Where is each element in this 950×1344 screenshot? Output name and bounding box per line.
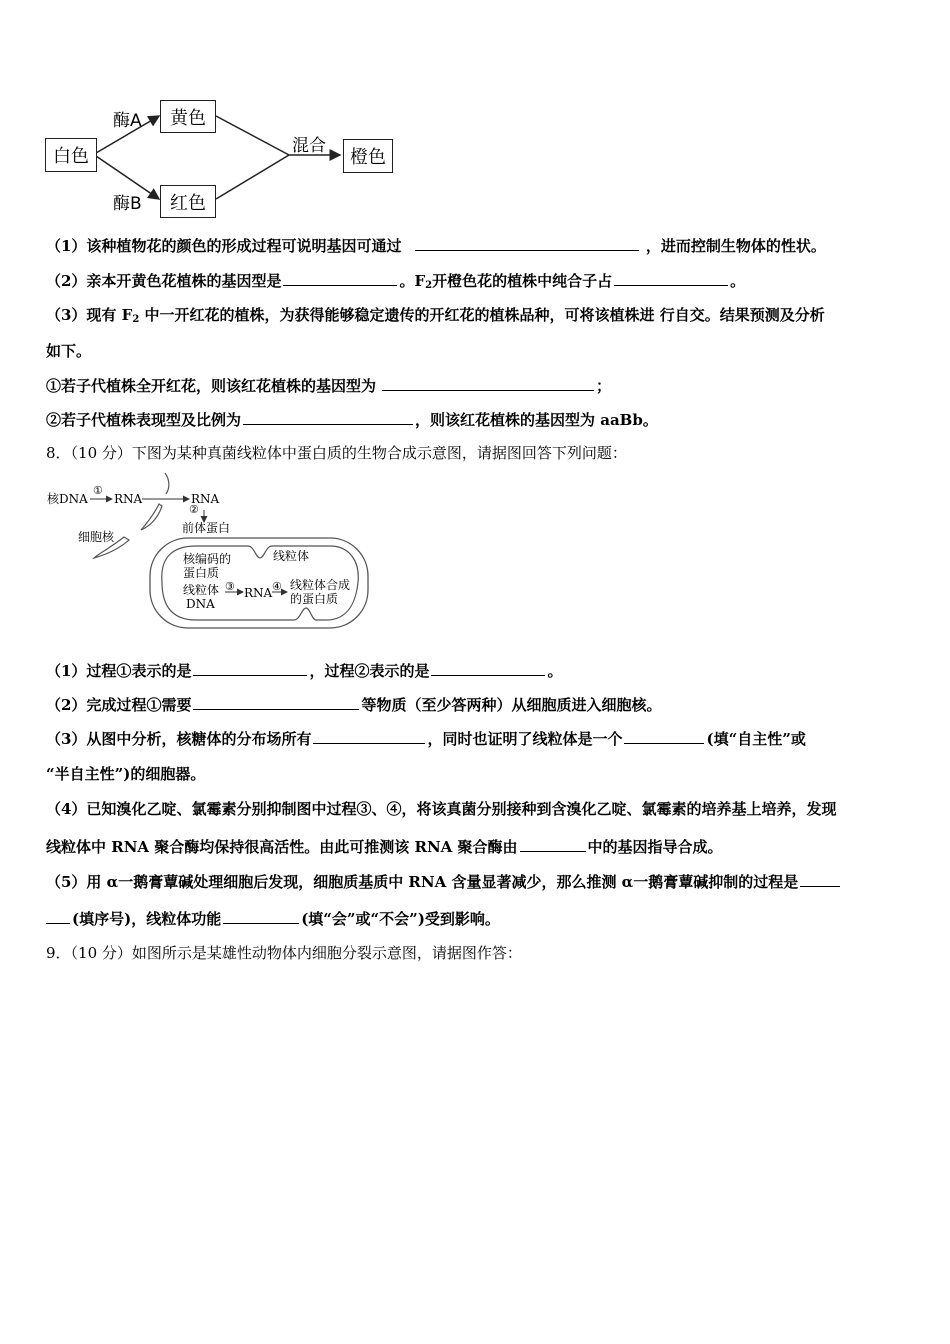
q8-p5-text-a: （5）用 α一鹅膏蕈碱处理细胞后发现，细胞质基质中 RNA 含量显著减少，那么推测 α一鹅膏蕈碱抑制的过程是	[46, 873, 799, 891]
q8-p5-blank-1b[interactable]	[46, 908, 70, 924]
q8-p5-blank-2[interactable]	[223, 908, 299, 924]
q8-p5-blank-1a[interactable]	[800, 871, 840, 887]
q8-p1-blank-1[interactable]	[193, 660, 307, 676]
q8-p4-text-b: 线粒体中 RNA 聚合酶均保持很高活性。由此可推测该 RNA 聚合酶由	[46, 838, 518, 856]
q8-p3-text-a: （3）从图中分析，核糖体的分布场所有	[46, 730, 312, 748]
step2-label: ②	[189, 503, 199, 516]
mt-dna-label-1: 线粒体	[183, 583, 220, 597]
q8-p5-text-c: (填“会”或“不会”)受到影响。	[301, 910, 500, 928]
q7-part5	[46, 409, 658, 430]
precursor-protein-label: 前体蛋白	[182, 521, 231, 535]
q8-p3-blank-1[interactable]	[313, 728, 425, 744]
q8-part5	[46, 871, 842, 892]
q7-p2-text-d: 。	[730, 272, 746, 290]
q7-p5-blank[interactable]	[243, 409, 413, 425]
q7-p2-text-c: 开橙色花的植株中纯合子占	[432, 272, 613, 290]
q7-part4	[46, 375, 611, 396]
step1-label: ①	[93, 484, 103, 497]
q7-p5-text-b: ，则该红花植株的基因型为 aaBb。	[415, 411, 658, 429]
enzyme-b-label: 酶B	[113, 194, 142, 214]
q7-p4-text-a: ①若子代植株全开红花，则该红花植株的基因型为	[46, 377, 377, 395]
q8-p1-text-a: （1）过程①表示的是	[46, 662, 192, 680]
q7-p1-text-a: （1）该种植物花的颜色的形成过程可说明基因可通过	[46, 237, 402, 255]
step3-label: ③	[225, 580, 235, 593]
q8-part5-cont	[46, 908, 500, 929]
yellow-box: 黄色	[160, 100, 216, 133]
q7-p4-text-b: ；	[596, 377, 612, 395]
q8-part3-cont: “半自主性”)的细胞器。	[46, 765, 206, 783]
q8-p1-blank-2[interactable]	[431, 660, 545, 676]
q7-p4-blank[interactable]	[382, 375, 594, 391]
q7-p3-subscript: 2	[132, 314, 140, 325]
q7-p1-text-b: ，进而控制生物体的性状。	[645, 237, 826, 255]
q8-p4-text-c: 中的基因指导合成。	[587, 838, 723, 856]
mitochondrion-label: 线粒体	[273, 549, 310, 563]
q7-p5-text-a: ②若子代植株表现型及比例为	[46, 411, 242, 429]
q8-p3-text-c: (填“自主性”或	[706, 730, 806, 748]
rna-label-3: RNA	[244, 586, 273, 600]
q8-part4: （4）已知溴化乙啶、氯霉素分别抑制图中过程③、④，将该真菌分别接种到含溴化乙啶、氯霉素的培养基上培养，发现	[46, 800, 837, 818]
q8-p3-blank-2[interactable]	[624, 728, 704, 744]
rna-label-1: RNA	[114, 492, 143, 506]
q7-p1-blank[interactable]	[415, 235, 639, 251]
orange-box: 橙色	[343, 139, 393, 173]
q7-part1	[46, 235, 826, 256]
q7-p3-text-b: 中一开红花的植株，为获得能够稳定遗传的开红花的植株品种，可将该植株进 行自交。结果预测及分析	[139, 306, 825, 324]
q8-p2-blank[interactable]	[193, 694, 359, 710]
q8-part2	[46, 694, 661, 715]
nuclear-dna-label: 核DNA	[47, 492, 88, 506]
q8-p5-text-b: (填序号)，线粒体功能	[72, 910, 222, 928]
step4-label: ④	[272, 580, 282, 593]
q7-p2-blank-2[interactable]	[614, 270, 728, 286]
q8-p1-text-c: 。	[547, 662, 563, 680]
q7-p2-blank-1[interactable]	[283, 270, 397, 286]
q8-title: 8．（10 分）下图为某种真菌线粒体中蛋白质的生物合成示意图，请据图回答下列问题：	[46, 444, 627, 462]
q8-p3-text-b: ，同时也证明了线粒体是一个	[427, 730, 623, 748]
nucleus-label: 细胞核	[78, 530, 115, 544]
q7-p3-text-a: （3）现有 F	[46, 306, 133, 324]
enzyme-a-label: 酶A	[113, 111, 142, 131]
mix-label: 混合	[292, 136, 326, 156]
q8-p2-text-a: （2）完成过程①需要	[46, 696, 192, 714]
nuclear-coded-label-2: 蛋白质	[183, 566, 220, 580]
mt-protein-label-1: 线粒体合成	[290, 578, 351, 592]
rna-label-2: RNA	[191, 492, 220, 506]
mt-dna-label-2: DNA	[186, 597, 215, 611]
q7-p2-text-b: 。F	[399, 272, 426, 290]
q7-part3-cont: 如下。	[46, 342, 92, 360]
q7-part2	[46, 270, 745, 296]
q9-title: 9．（10 分）如图所示是某雄性动物体内细胞分裂示意图，请据图作答：	[46, 944, 522, 962]
mt-protein-label-2: 的蛋白质	[290, 592, 339, 606]
q7-part3	[46, 305, 825, 330]
q8-part1	[46, 660, 562, 681]
q8-p4-blank[interactable]	[520, 836, 586, 852]
white-box: 白色	[45, 138, 97, 172]
red-box: 红色	[160, 185, 216, 218]
q8-p2-text-b: 等物质（至少答两种）从细胞质进入细胞核。	[361, 696, 662, 714]
q8-part3	[46, 728, 806, 749]
q8-p1-text-b: ，过程②表示的是	[309, 662, 430, 680]
q7-p2-subscript: 2	[425, 280, 433, 291]
q8-part4-cont	[46, 836, 723, 857]
q7-p2-text-a: （2）亲本开黄色花植株的基因型是	[46, 272, 282, 290]
nuclear-coded-label-1: 核编码的	[183, 552, 232, 566]
